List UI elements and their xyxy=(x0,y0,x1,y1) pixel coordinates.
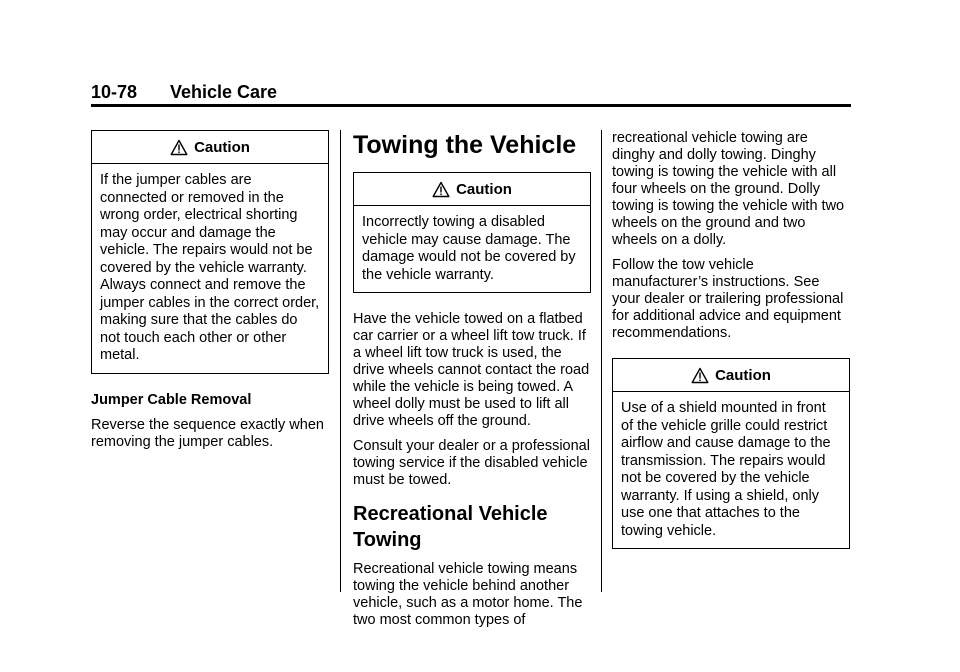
subheading-jumper-cable-removal: Jumper Cable Removal xyxy=(91,391,252,408)
paragraph-jumper-removal: Reverse the sequence exactly when removing the jumper cables. xyxy=(91,416,324,450)
caution-title: Caution xyxy=(194,138,250,156)
caution-header xyxy=(92,131,328,164)
paragraph-dinghy-dolly: recreational vehicle towing are dinghy and dolly towing. Dinghy towing is towing the vehicle with all four wheels on the ground. Dolly towing is towing the vehicle with two wheels on the ground and two wheels on a dolly. xyxy=(612,130,845,248)
heading-towing-the-vehicle: Towing the Vehicle xyxy=(353,131,577,159)
caution-header xyxy=(354,173,590,206)
heading-recreational-vehicle-towing: Recreational Vehicle Towing xyxy=(353,503,548,551)
caution-text: Use of a shield mounted in front of the vehicle grille could restrict airflow and cause damage to the transmission. The repairs would not be covered by the vehicle warranty. If using a shield, only use one that attaches to the towing vehicle. xyxy=(621,400,831,539)
column-2 xyxy=(353,130,591,629)
column-1 xyxy=(91,130,329,451)
warning-triangle-icon xyxy=(170,139,188,156)
caution-header xyxy=(613,359,849,392)
caution-title: Caution xyxy=(715,366,771,384)
caution-box-jumper xyxy=(91,130,329,374)
column-divider-1 xyxy=(340,130,341,592)
caution-body xyxy=(613,392,849,548)
header-rule xyxy=(91,104,851,107)
column-3 xyxy=(612,130,850,549)
caution-box-towing xyxy=(353,172,591,293)
section-title: Vehicle Care xyxy=(170,82,278,102)
caution-title: Caution xyxy=(456,180,512,198)
warning-triangle-icon xyxy=(432,181,450,198)
column-divider-2 xyxy=(601,130,602,592)
caution-text: If the jumper cables are connected or removed in the wrong order, electrical shorting may occur and damage the vehicle. The repairs would not be covered by the vehicle warranty. Always connect and remove the jumper cables in the correct order, making sure that the cables do not touch each other or other metal. xyxy=(100,172,320,363)
paragraph-follow-manufacturer: Follow the tow vehicle manufacturer’s instructions. See your dealer or trailering professional for additional advice and equipment recommendations. xyxy=(612,257,844,341)
warning-triangle-icon xyxy=(691,367,709,384)
caution-box-shield xyxy=(612,358,850,549)
paragraph-consult-dealer: Consult your dealer or a professional towing service if the disabled vehicle must be towed. xyxy=(353,438,590,488)
caution-body xyxy=(92,164,328,373)
paragraph-flatbed: Have the vehicle towed on a flatbed car carrier or a wheel lift tow truck. If a wheel lift tow truck is used, the drive wheels cannot contact the road while the vehicle is being towed. A wheel dolly must be used to lift all drive wheels off the ground. xyxy=(353,311,590,429)
caution-body xyxy=(354,206,590,292)
paragraph-rv-towing-intro: Recreational vehicle towing means towing the vehicle behind another vehicle, such as a motor home. The two most common types of xyxy=(353,561,583,628)
page-number: 10-78 xyxy=(91,82,138,102)
caution-text: Incorrectly towing a disabled vehicle may cause damage. The damage would not be covered by the vehicle warranty. xyxy=(362,214,576,283)
page-header xyxy=(91,82,851,106)
